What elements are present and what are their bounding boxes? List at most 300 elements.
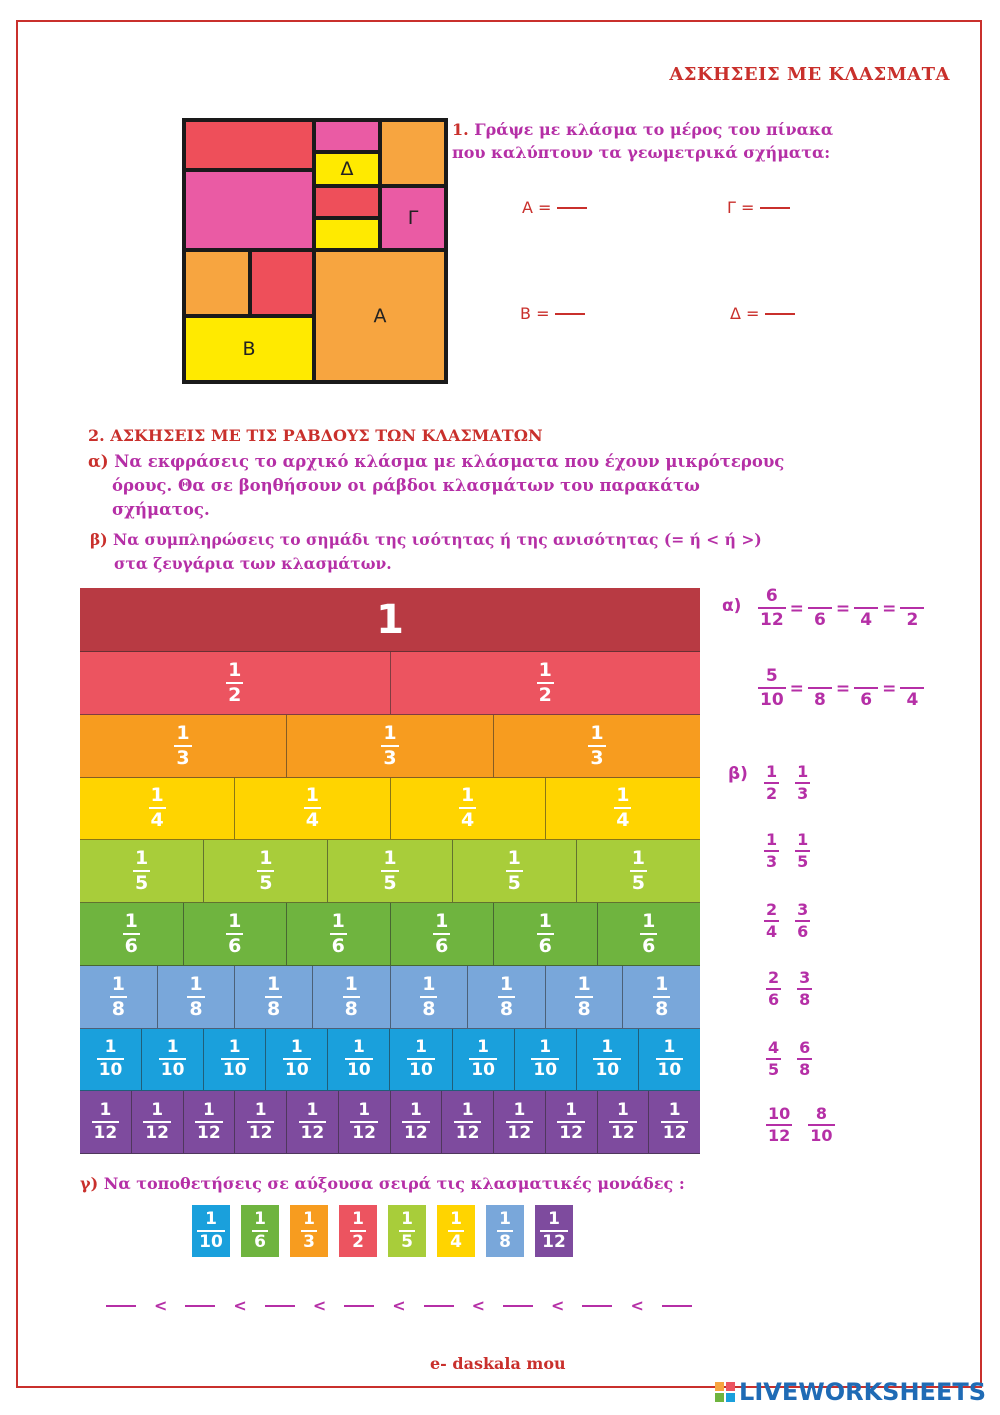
fraction: [381, 721, 398, 769]
unit-fraction-tile[interactable]: [535, 1205, 573, 1257]
fraction-numerator: 1: [766, 830, 778, 849]
fraction-numerator: 1: [461, 784, 475, 807]
fraction-denominator: 12: [542, 1232, 566, 1252]
fraction-numerator: 1: [99, 1100, 112, 1121]
bar-segment: [515, 1029, 577, 1092]
bar-segment: [287, 903, 391, 966]
grid-cell-beta: Β: [186, 318, 312, 380]
fraction-denominator: 5: [768, 1060, 780, 1079]
fraction-denominator: 12: [559, 1123, 583, 1144]
fraction-numerator: 1: [507, 847, 521, 870]
comparison-pair[interactable]: [766, 970, 812, 1008]
bar-segment-whole: 1: [80, 588, 700, 652]
exercise2-b-line1: Να συμπληρώσεις το σημάδι της ισότητας ή της ανισότητας (= ή < ή >): [113, 530, 762, 549]
grid-cell-gamma: Γ: [382, 188, 444, 248]
fraction: [381, 849, 398, 893]
fraction: [265, 972, 282, 1020]
fraction: [498, 972, 515, 1020]
fraction: [402, 1102, 430, 1142]
bar-segment: [494, 715, 700, 778]
fraction: [252, 1211, 268, 1251]
fraction-denominator: 10: [657, 1060, 682, 1081]
fraction-denominator: 6: [124, 934, 138, 957]
fraction-denominator: 10: [471, 1060, 495, 1081]
brand-name: LIVEWORKSHEETS: [739, 1378, 986, 1406]
exercise2-a-line1: Να εκφράσεις το αρχικό κλάσμα με κλάσματα που έχουν μικρότερους: [114, 452, 785, 471]
fraction-numerator: 1: [461, 1100, 474, 1121]
grid-cell: [316, 122, 378, 150]
bar-row-10: [80, 1029, 700, 1092]
fraction-denominator: 5: [631, 872, 646, 895]
fraction-numerator: 1: [797, 830, 809, 849]
comparison-pair[interactable]: [764, 832, 810, 870]
fraction: [97, 1039, 125, 1079]
fraction: [797, 1040, 812, 1078]
fraction-numerator: 1: [499, 972, 514, 995]
equation-1-blank-3[interactable]: [900, 607, 924, 629]
bar-segment: [80, 1091, 132, 1154]
fraction-denominator: 5: [383, 872, 397, 895]
unit-fraction-tile[interactable]: [241, 1205, 279, 1257]
less-than-sign: <: [392, 1296, 406, 1315]
fraction-denominator: 10: [758, 687, 786, 709]
fraction-denominator: 3: [176, 746, 190, 769]
fraction-numerator: 1: [797, 762, 809, 781]
fraction-denominator: 6: [854, 687, 878, 709]
fraction-numerator: 1: [616, 1100, 629, 1121]
fraction-denominator: 10: [160, 1060, 185, 1081]
less-than-sign: <: [154, 1296, 168, 1315]
fraction-denominator: 3: [303, 1232, 315, 1252]
fraction-numerator: 1: [124, 909, 138, 932]
answer-delta-blank[interactable]: [765, 313, 795, 315]
bar-segment: [390, 1029, 452, 1092]
exercise2-a-text: [88, 450, 808, 522]
bar-segment: [184, 903, 288, 966]
bar-segment: [391, 652, 701, 715]
fraction: [609, 1102, 637, 1142]
fraction-numerator: 10: [768, 1104, 791, 1123]
fraction-denominator: 8: [799, 1060, 811, 1079]
fraction-denominator: 12: [611, 1123, 635, 1144]
bar-segment: [468, 966, 546, 1029]
equation-1-blank-1[interactable]: [808, 607, 832, 629]
fraction-denominator: 6: [808, 607, 832, 629]
fraction-denominator: 10: [810, 1126, 833, 1145]
fraction-denominator: 12: [507, 1123, 532, 1144]
fraction-denominator: 10: [409, 1060, 433, 1081]
equals-sign: =: [835, 679, 851, 699]
bar-row-whole: [80, 588, 700, 652]
fraction-denominator: 8: [266, 997, 281, 1020]
fraction: [766, 1040, 781, 1078]
fraction: [454, 1102, 482, 1142]
less-than-sign: <: [471, 1296, 486, 1315]
fraction-numerator: 1: [538, 909, 552, 932]
fraction-numerator: 1: [577, 972, 591, 995]
bar-segment: [623, 966, 700, 1029]
fraction-denominator: 2: [352, 1232, 364, 1252]
fraction-numerator: 1: [538, 658, 552, 681]
answer-alpha-blank[interactable]: [557, 207, 587, 209]
exercise2-b-label: β): [90, 530, 108, 549]
ordering-blank[interactable]: [424, 1305, 454, 1307]
equals-sign: =: [789, 679, 804, 699]
fraction-denominator: 8: [499, 1232, 511, 1252]
fraction-numerator: 1: [305, 784, 319, 807]
exercise1-prompt: [452, 118, 852, 164]
bar-segment: [142, 1029, 204, 1092]
bar-segment: [391, 966, 469, 1029]
fraction: [448, 1211, 464, 1251]
fraction-denominator: 12: [662, 1123, 687, 1144]
equation-1-given: [758, 588, 786, 629]
unit-fraction-tile[interactable]: [437, 1205, 475, 1257]
fraction-numerator: 1: [435, 909, 449, 932]
fraction-numerator: 1: [539, 1037, 552, 1058]
equals-sign: =: [835, 599, 851, 619]
fraction-numerator: 1: [266, 972, 281, 995]
fraction: [497, 1211, 513, 1251]
answer-gamma-label: Γ =: [727, 198, 755, 217]
bar-segment: [494, 1091, 546, 1154]
bar-segment: [132, 1091, 184, 1154]
ordering-blank[interactable]: [185, 1305, 215, 1307]
fraction-denominator: 2: [538, 683, 552, 706]
fraction-numerator: 4: [768, 1038, 780, 1057]
exercise3-text: Να τοποθετήσεις σε αύξουσα σειρά τις κλασματικές μονάδες :: [103, 1174, 685, 1193]
fraction-denominator: 4: [616, 809, 630, 832]
footer-credit: e- daskala mou: [430, 1354, 566, 1373]
fraction-numerator: 2: [766, 900, 778, 919]
bar-segment: [80, 652, 391, 715]
fraction-numerator: 1: [104, 1037, 117, 1058]
fraction-numerator: 1: [766, 762, 778, 781]
comparison-pair[interactable]: [766, 1040, 812, 1078]
bar-segment: [80, 1029, 142, 1092]
fraction-denominator: 4: [461, 809, 475, 832]
grid-cell: [316, 188, 378, 216]
fraction-denominator: 8: [808, 687, 832, 709]
fraction-denominator: 5: [401, 1232, 413, 1252]
bar-segment: [158, 966, 236, 1029]
bar-segment: [235, 778, 390, 841]
fraction-numerator: 1: [166, 1037, 179, 1058]
fraction-denominator: 8: [189, 997, 203, 1020]
bar-row-6: [80, 903, 700, 966]
fraction-numerator: 1: [352, 1209, 364, 1229]
fraction-denominator: 2: [766, 784, 778, 803]
comparison-pair[interactable]: [764, 764, 810, 802]
bar-segment: [313, 966, 391, 1029]
fraction-denominator: 3: [383, 746, 397, 769]
fraction-denominator: 2: [900, 607, 924, 629]
fraction: [531, 1039, 559, 1079]
ordering-blank[interactable]: [582, 1305, 612, 1307]
fraction: [350, 1102, 378, 1142]
ordering-blank[interactable]: [662, 1305, 692, 1307]
less-than-sign: <: [551, 1296, 565, 1315]
bar-segment: [339, 1091, 391, 1154]
fraction-denominator: 12: [197, 1123, 221, 1144]
answer-gamma-blank[interactable]: [760, 207, 790, 209]
fraction-numerator: 1: [415, 1037, 427, 1058]
fraction-numerator: 1: [134, 847, 149, 870]
fraction: [257, 849, 274, 893]
fraction: [123, 909, 140, 957]
fraction-denominator: 12: [300, 1123, 325, 1144]
fraction-denominator: 8: [344, 997, 358, 1020]
fraction: [143, 1102, 171, 1142]
bar-segment: [442, 1091, 494, 1154]
less-than-sign: <: [630, 1296, 644, 1315]
fraction-numerator: 1: [477, 1037, 490, 1058]
fraction: [795, 764, 810, 802]
fraction: [640, 909, 657, 957]
fraction-denominator: 12: [93, 1123, 118, 1144]
fraction-numerator: 1: [228, 909, 242, 932]
unit-fraction-tile[interactable]: [486, 1205, 524, 1257]
fraction-numerator: 1: [668, 1100, 681, 1121]
brand-logo-icon: [715, 1382, 735, 1402]
equation-2-blank-2[interactable]: [854, 687, 878, 709]
unit-fraction-tile[interactable]: [339, 1205, 377, 1257]
fraction-denominator: 12: [455, 1123, 480, 1144]
fraction: [195, 1102, 223, 1142]
grid-cell: [186, 172, 312, 248]
bar-segment: [204, 1029, 266, 1092]
fraction: [575, 972, 592, 1020]
equals-sign: =: [789, 599, 804, 619]
fraction-numerator: 1: [590, 721, 604, 744]
bar-segment: [391, 903, 495, 966]
fraction-numerator: 8: [815, 1104, 827, 1123]
fraction-numerator: 1: [259, 847, 273, 870]
bar-segment: [598, 1091, 650, 1154]
bar-segment: [184, 1091, 236, 1154]
fraction: [226, 909, 243, 957]
answer-beta-label: Β =: [520, 304, 550, 323]
exercise3-prompt: [80, 1174, 685, 1193]
fraction-denominator: 5: [259, 872, 273, 895]
bar-segment: [639, 1029, 700, 1092]
fraction: [764, 902, 779, 940]
fraction-denominator: 6: [797, 922, 809, 941]
comparison-pair[interactable]: [766, 1106, 835, 1144]
fraction-numerator: 1: [290, 1037, 303, 1058]
fraction-denominator: 6: [538, 934, 552, 957]
fraction-denominator: 4: [900, 687, 924, 709]
fraction-denominator: 6: [642, 934, 656, 957]
fraction-denominator: 12: [352, 1123, 376, 1144]
shapes-grid: [182, 118, 448, 384]
fraction: [630, 849, 647, 893]
bar-segment: [287, 1091, 339, 1154]
fraction-denominator: 5: [507, 872, 521, 895]
fraction: [304, 786, 321, 830]
bar-segment: [453, 1029, 515, 1092]
fraction-denominator: 4: [450, 1232, 462, 1252]
fraction-denominator: 8: [799, 990, 811, 1009]
fraction-numerator: 1: [176, 721, 190, 744]
fraction-numerator: 1: [228, 1037, 241, 1058]
grid-cell-alpha: Α: [316, 252, 444, 380]
fraction-numerator: 1: [422, 972, 436, 995]
fraction-numerator: 1: [189, 972, 203, 995]
fraction-numerator: 2: [768, 968, 780, 987]
fraction: [159, 1039, 187, 1079]
fraction: [420, 972, 437, 1020]
fraction-numerator: 1: [111, 972, 125, 995]
exercise2-a-line3: σχήματος.: [112, 500, 210, 519]
bar-segment: [80, 966, 158, 1029]
fraction: [506, 1102, 534, 1142]
equation-2-given: [758, 668, 786, 709]
fraction: [537, 909, 554, 957]
fraction: [226, 658, 243, 706]
fraction-denominator: 4: [305, 809, 319, 832]
fraction-numerator: 1: [642, 909, 656, 932]
equation-1: [758, 588, 924, 629]
fraction-denominator: 4: [854, 607, 878, 629]
unit-fraction-tile[interactable]: [388, 1205, 426, 1257]
bar-segment: [235, 966, 313, 1029]
fraction-numerator: 6: [765, 586, 778, 606]
fraction-numerator: 1: [383, 847, 397, 870]
fraction-bars: [80, 588, 700, 1154]
grid-cell: [316, 220, 378, 248]
brand-logo: [715, 1378, 986, 1406]
fraction-numerator: 1: [303, 1209, 315, 1229]
less-than-sign: <: [233, 1296, 247, 1315]
fraction-numerator: 1: [631, 847, 646, 870]
bar-row-5: [80, 840, 700, 903]
bar-segment: [80, 903, 184, 966]
grid-cell-delta: Δ: [316, 154, 378, 184]
equation-1-blank-2[interactable]: [854, 607, 878, 629]
ordering-blanks: [106, 1296, 692, 1315]
bar-row-2: [80, 652, 700, 715]
fraction-denominator: 8: [422, 997, 436, 1020]
fraction: [350, 1211, 366, 1251]
comparison-pair[interactable]: [764, 902, 810, 940]
fraction-numerator: 1: [409, 1100, 422, 1121]
fraction: [299, 1102, 327, 1142]
fraction: [283, 1039, 311, 1079]
fraction: [588, 721, 605, 769]
fraction-denominator: 8: [499, 997, 514, 1020]
fraction: [797, 970, 812, 1008]
page-title: ΑΣΚΗΣΕΙΣ ΜΕ ΚΛΑΣΜΑΤΑ: [669, 64, 950, 85]
fraction-denominator: 3: [590, 746, 604, 769]
fraction: [661, 1102, 689, 1142]
fraction-numerator: 1: [616, 784, 630, 807]
equation-2-blank-3[interactable]: [900, 687, 924, 709]
bar-segment: [598, 903, 701, 966]
grid-cell: [186, 252, 248, 314]
grid-cell: [382, 122, 444, 184]
fraction-denominator: 12: [758, 607, 786, 629]
answer-beta-blank[interactable]: [555, 313, 585, 315]
fraction: [614, 786, 631, 830]
fraction-denominator: 8: [577, 997, 591, 1020]
fraction-numerator: 1: [331, 909, 345, 932]
fraction: [537, 658, 554, 706]
fraction-denominator: 10: [199, 1232, 223, 1252]
fraction-denominator: 3: [766, 852, 778, 871]
fraction: [506, 849, 523, 893]
fraction-numerator: 1: [601, 1037, 614, 1058]
fraction: [133, 849, 150, 893]
fraction-numerator: 3: [799, 968, 811, 987]
exercise2-a-label: α): [88, 452, 109, 471]
equation-2: [758, 668, 924, 709]
bar-segment: [266, 1029, 328, 1092]
fraction: [343, 972, 360, 1020]
fraction-denominator: 6: [331, 934, 345, 957]
unit-fraction-tile[interactable]: [290, 1205, 328, 1257]
fraction-numerator: 1: [352, 1037, 365, 1058]
fraction-numerator: 1: [565, 1100, 578, 1121]
equals-sign: =: [882, 599, 897, 619]
fraction: [764, 832, 779, 870]
fraction: [808, 1106, 834, 1144]
fraction-numerator: 1: [513, 1100, 526, 1121]
bar-segment: [328, 840, 452, 903]
exercise3-label: γ): [80, 1174, 99, 1193]
fraction: [301, 1211, 317, 1251]
ordering-blank[interactable]: [503, 1305, 533, 1307]
bar-segment: [287, 715, 494, 778]
answer-beta: [520, 304, 585, 323]
fraction: [345, 1039, 373, 1079]
bar-segment: [577, 1029, 639, 1092]
fraction-numerator: 1: [254, 1100, 267, 1121]
ordering-blank[interactable]: [265, 1305, 295, 1307]
fraction-denominator: 6: [228, 934, 242, 957]
fraction: [433, 909, 450, 957]
bar-segment: [80, 778, 235, 841]
answer-delta: [730, 304, 795, 323]
bar-segment: [649, 1091, 700, 1154]
fraction-denominator: 10: [595, 1060, 620, 1081]
fraction-denominator: 5: [134, 872, 149, 895]
fraction-denominator: 6: [254, 1232, 266, 1252]
ordering-blank[interactable]: [106, 1305, 136, 1307]
fraction-denominator: 4: [150, 809, 164, 832]
fraction-denominator: 8: [655, 997, 669, 1020]
fraction-numerator: 1: [663, 1037, 676, 1058]
fraction-denominator: 10: [347, 1060, 371, 1081]
ordering-blank[interactable]: [344, 1305, 374, 1307]
fraction-numerator: 1: [202, 1100, 215, 1121]
fraction: [459, 786, 476, 830]
grid-cell: [186, 122, 312, 168]
bar-segment: [494, 903, 598, 966]
fraction: [795, 902, 810, 940]
fraction-denominator: 5: [797, 852, 809, 871]
fraction: [174, 721, 191, 769]
bar-segment: [391, 1091, 443, 1154]
exercise1-number: 1.: [452, 120, 469, 139]
fraction-numerator: 1: [306, 1100, 319, 1121]
fraction-denominator: 8: [111, 997, 125, 1020]
bar-segment: [328, 1029, 390, 1092]
exercise1-line1: Γράψε με κλάσμα το μέρος του πίνακα: [474, 120, 834, 139]
unit-fraction-tile[interactable]: [192, 1205, 230, 1257]
equation-2-blank-1[interactable]: [808, 687, 832, 709]
fraction-denominator: 12: [404, 1123, 428, 1144]
